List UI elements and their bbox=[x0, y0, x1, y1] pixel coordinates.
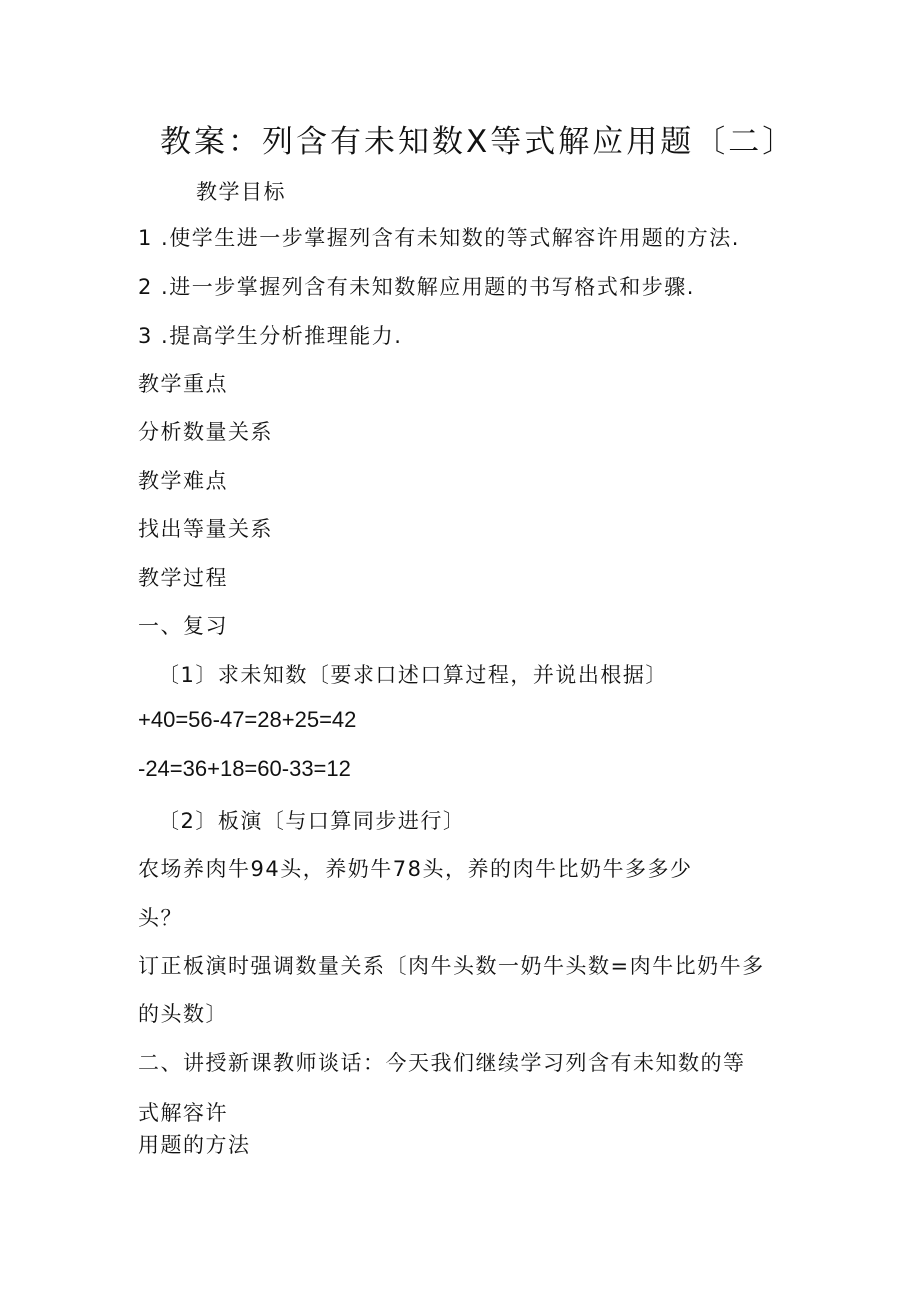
equation-line-2: -24=36+18=60-33=12 bbox=[138, 756, 351, 781]
difficulty-text: 找出等量关系 bbox=[138, 517, 273, 541]
section-heading-key-points: 教学重点 bbox=[138, 372, 228, 396]
new-lesson-line-1: 二、讲授新课教师谈话：今天我们继续学习列含有未知数的等 bbox=[138, 1051, 746, 1075]
section-heading-difficulties: 教学难点 bbox=[138, 469, 228, 493]
review-item-2: 〔2〕板演〔与口算同步进行〕 bbox=[158, 809, 466, 833]
section-heading-process: 教学过程 bbox=[138, 566, 228, 590]
word-problem-line-2: 头？ bbox=[138, 906, 183, 930]
correction-note-line-1: 订正板演时强调数量关系〔肉牛头数一奶牛头数=肉牛比奶牛多 bbox=[138, 954, 765, 978]
new-lesson-line-2: 式解容许 bbox=[138, 1101, 228, 1125]
correction-note-line-2: 的头数〕 bbox=[138, 1002, 228, 1026]
new-lesson-line-3: 用题的方法 bbox=[138, 1133, 251, 1157]
key-point-text: 分析数量关系 bbox=[138, 420, 273, 444]
objective-2: 2 .进一步掌握列含有未知数解应用题的书写格式和步骤. bbox=[138, 275, 695, 299]
word-problem-line-1: 农场养肉牛94头，养奶牛78头，养的肉牛比奶牛多多少 bbox=[138, 857, 693, 881]
document-title: 教案：列含有未知数X等式解应用题〔二〕 bbox=[160, 124, 797, 160]
section-heading-objectives: 教学目标 bbox=[196, 180, 286, 204]
subsection-review: 一、复习 bbox=[138, 614, 228, 638]
objective-3: 3 .提高学生分析推理能力. bbox=[138, 324, 403, 348]
objective-1: 1 .使学生进一步掌握列含有未知数的等式解容许用题的方法. bbox=[138, 226, 740, 250]
equation-line-1: +40=56-47=28+25=42 bbox=[138, 707, 357, 732]
review-item-1: 〔1〕求未知数〔要求口述口算过程，并说出根据〕 bbox=[158, 663, 668, 687]
